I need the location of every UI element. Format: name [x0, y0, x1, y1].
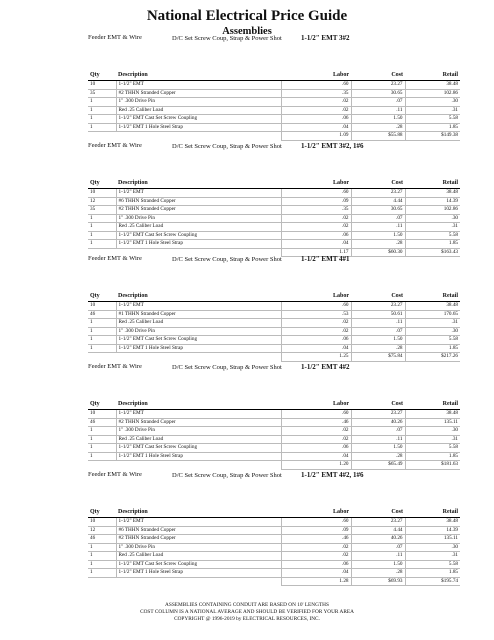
column-header-retail: Retail — [405, 399, 460, 410]
cell-retail: 38.48 — [405, 302, 460, 311]
cell-labor: .53 — [281, 310, 351, 319]
total-cost: $55.88 — [351, 132, 405, 141]
table-row — [88, 123, 460, 132]
assembly-block — [88, 471, 460, 586]
assembly-header — [88, 34, 460, 70]
total-retail: $163.43 — [405, 248, 460, 257]
cell-cost: .07 — [351, 427, 405, 436]
cell-qty: 1 — [88, 214, 116, 223]
total-cost: $75.84 — [351, 353, 405, 362]
assembly-block — [88, 34, 460, 141]
cell-cost: .07 — [351, 327, 405, 336]
page-title: National Electrical Price Guide — [146, 8, 348, 24]
cell-retail: .30 — [405, 98, 460, 107]
total-row — [88, 461, 460, 470]
cell-qty: 1 — [88, 427, 116, 436]
blank-cell — [88, 461, 116, 470]
cell-description: 1" .300 Drive Pin — [116, 327, 281, 336]
assembly-block — [88, 142, 460, 257]
column-header-cost: Cost — [351, 291, 405, 302]
cell-cost: 1.50 — [351, 231, 405, 240]
cell-labor: .04 — [281, 123, 351, 132]
table-header-row — [88, 399, 460, 410]
cell-retail: 170.65 — [405, 310, 460, 319]
total-row — [88, 132, 460, 141]
assembly-table — [88, 70, 460, 141]
cell-retail: 5.58 — [405, 560, 460, 569]
cell-qty: 1 — [88, 435, 116, 444]
cell-qty: 12 — [88, 526, 116, 535]
table-row — [88, 310, 460, 319]
cell-labor: .06 — [281, 336, 351, 345]
table-row — [88, 535, 460, 544]
assembly-description: D/C Set Screw Coup, Strap & Power Shot — [172, 143, 282, 150]
cell-labor: .02 — [281, 319, 351, 328]
assembly-table — [88, 291, 460, 362]
footer-line: COPYRIGHT @ 1996-2019 by ELECTRICAL RESOURCES, INC. — [174, 616, 320, 622]
cell-cost: 23.27 — [351, 302, 405, 311]
cell-cost: 4.44 — [351, 197, 405, 206]
cell-labor: .09 — [281, 526, 351, 535]
cell-retail: .30 — [405, 543, 460, 552]
assembly-category: Feeder EMT & Wire — [88, 34, 142, 41]
blank-cell — [88, 577, 116, 586]
cell-description: 1" .300 Drive Pin — [116, 214, 281, 223]
table-header-row — [88, 291, 460, 302]
cell-qty: 1 — [88, 344, 116, 353]
cell-cost: 1.50 — [351, 336, 405, 345]
cell-retail: 38.48 — [405, 81, 460, 90]
cell-description: Red .25 Caliber Load — [116, 106, 281, 115]
cell-qty: 35 — [88, 89, 116, 98]
cell-retail: 5.58 — [405, 231, 460, 240]
blank-cell — [116, 461, 281, 470]
cell-retail: 38.48 — [405, 410, 460, 419]
cell-qty: 10 — [88, 81, 116, 90]
cell-description: 1-1/2" EMT Cast Set Screw Coupling — [116, 336, 281, 345]
cell-qty: 1 — [88, 543, 116, 552]
cell-description: 1-1/2" EMT 1 Hole Steel Strap — [116, 452, 281, 461]
total-row — [88, 353, 460, 362]
column-header-labor: Labor — [281, 178, 351, 189]
cell-qty: 1 — [88, 560, 116, 569]
cell-cost: 50.61 — [351, 310, 405, 319]
table-row — [88, 518, 460, 527]
table-row — [88, 115, 460, 124]
table-header-row — [88, 507, 460, 518]
table-row — [88, 81, 460, 90]
cell-retail: 135.11 — [405, 535, 460, 544]
table-row — [88, 444, 460, 453]
cell-labor: .60 — [281, 81, 351, 90]
cell-description: 1-1/2" EMT — [116, 81, 281, 90]
blank-cell — [88, 353, 116, 362]
assembly-table — [88, 178, 460, 257]
cell-cost: 40.26 — [351, 535, 405, 544]
cell-labor: .02 — [281, 327, 351, 336]
cell-description: #2 THHN Stranded Copper — [116, 535, 281, 544]
table-row — [88, 302, 460, 311]
footer-line: COST COLUMN IS A NATIONAL AVERAGE AND SHOULD BE VERIFIED FOR YOUR AREA — [140, 609, 354, 615]
footer — [0, 602, 494, 623]
assembly-description: D/C Set Screw Coup, Strap & Power Shot — [172, 364, 282, 371]
table-row — [88, 526, 460, 535]
table-row — [88, 223, 460, 232]
blank-cell — [116, 577, 281, 586]
table-row — [88, 98, 460, 107]
column-header-qty: Qty — [88, 291, 116, 302]
cell-qty: 10 — [88, 518, 116, 527]
table-row — [88, 344, 460, 353]
cell-labor: .04 — [281, 569, 351, 578]
cell-qty: 1 — [88, 444, 116, 453]
cell-labor: .02 — [281, 98, 351, 107]
cell-qty: 46 — [88, 418, 116, 427]
blank-cell — [88, 132, 116, 141]
assembly-category: Feeder EMT & Wire — [88, 255, 142, 262]
column-header-description: Description — [116, 178, 281, 189]
cell-retail: 1.85 — [405, 123, 460, 132]
cell-description: 1-1/2" EMT — [116, 302, 281, 311]
assembly-table — [88, 399, 460, 470]
cell-description: #6 THHN Stranded Copper — [116, 526, 281, 535]
column-header-description: Description — [116, 70, 281, 81]
cell-labor: .06 — [281, 115, 351, 124]
column-header-retail: Retail — [405, 507, 460, 518]
cell-qty: 1 — [88, 569, 116, 578]
cell-retail: 5.58 — [405, 115, 460, 124]
cell-retail: 102.86 — [405, 89, 460, 98]
table-row — [88, 418, 460, 427]
cell-labor: .60 — [281, 518, 351, 527]
cell-description: 1-1/2" EMT Cast Set Screw Coupling — [116, 444, 281, 453]
total-retail: $195.74 — [405, 577, 460, 586]
cell-qty: 1 — [88, 552, 116, 561]
table-row — [88, 327, 460, 336]
table-header-row — [88, 178, 460, 189]
assembly-header — [88, 255, 460, 291]
blank-cell — [116, 132, 281, 141]
cell-cost: .28 — [351, 344, 405, 353]
cell-qty: 1 — [88, 231, 116, 240]
cell-cost: 40.26 — [351, 418, 405, 427]
cell-cost: .11 — [351, 319, 405, 328]
cell-description: 1-1/2" EMT 1 Hole Steel Strap — [116, 569, 281, 578]
cell-qty: 1 — [88, 123, 116, 132]
cell-cost: 23.27 — [351, 410, 405, 419]
column-header-cost: Cost — [351, 507, 405, 518]
total-labor: 1.17 — [281, 248, 351, 257]
assembly-code: 1-1/2" EMT 4#1 — [301, 255, 350, 263]
total-retail: $181.63 — [405, 461, 460, 470]
cell-qty: 10 — [88, 189, 116, 198]
cell-cost: 23.27 — [351, 189, 405, 198]
cell-qty: 1 — [88, 336, 116, 345]
cell-retail: .31 — [405, 223, 460, 232]
cell-retail: 14.39 — [405, 526, 460, 535]
column-header-description: Description — [116, 507, 281, 518]
total-labor: 1.20 — [281, 461, 351, 470]
cell-cost: .28 — [351, 452, 405, 461]
assembly-code: 1-1/2" EMT 3#2 — [301, 34, 350, 42]
cell-retail: 1.85 — [405, 569, 460, 578]
cell-retail: .30 — [405, 427, 460, 436]
cell-retail: .31 — [405, 319, 460, 328]
assembly-header — [88, 142, 460, 178]
cell-description: #6 THHN Stranded Copper — [116, 197, 281, 206]
cell-description: 1-1/2" EMT 1 Hole Steel Strap — [116, 344, 281, 353]
cell-description: 1" .300 Drive Pin — [116, 98, 281, 107]
total-labor: 1.09 — [281, 132, 351, 141]
cell-retail: .31 — [405, 106, 460, 115]
cell-labor: .02 — [281, 435, 351, 444]
total-cost: $60.30 — [351, 248, 405, 257]
assembly-category: Feeder EMT & Wire — [88, 142, 142, 149]
column-header-labor: Labor — [281, 507, 351, 518]
cell-qty: 1 — [88, 319, 116, 328]
cell-qty: 1 — [88, 327, 116, 336]
cell-qty: 46 — [88, 535, 116, 544]
cell-retail: .30 — [405, 327, 460, 336]
column-header-qty: Qty — [88, 70, 116, 81]
cell-description: 1" .300 Drive Pin — [116, 543, 281, 552]
assembly-code: 1-1/2" EMT 4#2 — [301, 363, 350, 371]
cell-description: 1-1/2" EMT 1 Hole Steel Strap — [116, 123, 281, 132]
cell-qty: 1 — [88, 452, 116, 461]
column-header-description: Description — [116, 399, 281, 410]
cell-labor: .02 — [281, 427, 351, 436]
cell-description: Red .25 Caliber Load — [116, 319, 281, 328]
cell-labor: .46 — [281, 535, 351, 544]
cell-cost: 1.50 — [351, 560, 405, 569]
cell-labor: .09 — [281, 197, 351, 206]
cell-retail: 38.48 — [405, 189, 460, 198]
cell-description: 1" .300 Drive Pin — [116, 427, 281, 436]
column-header-labor: Labor — [281, 70, 351, 81]
blank-cell — [116, 353, 281, 362]
cell-labor: .60 — [281, 302, 351, 311]
assembly-header — [88, 471, 460, 507]
total-labor: 1.25 — [281, 353, 351, 362]
cell-description: Red .25 Caliber Load — [116, 435, 281, 444]
assembly-description: D/C Set Screw Coup, Strap & Power Shot — [172, 256, 282, 263]
total-row — [88, 577, 460, 586]
cell-labor: .02 — [281, 223, 351, 232]
table-row — [88, 106, 460, 115]
cell-qty: 1 — [88, 223, 116, 232]
column-header-description: Description — [116, 291, 281, 302]
assembly-header — [88, 363, 460, 399]
table-row — [88, 231, 460, 240]
cell-retail: .31 — [405, 435, 460, 444]
cell-cost: .11 — [351, 552, 405, 561]
table-row — [88, 435, 460, 444]
page-subtitle: Assemblies — [222, 26, 272, 37]
cell-retail: 5.58 — [405, 336, 460, 345]
cell-labor: .60 — [281, 189, 351, 198]
cell-cost: 30.65 — [351, 89, 405, 98]
cell-qty: 1 — [88, 98, 116, 107]
cell-cost: .28 — [351, 569, 405, 578]
column-header-labor: Labor — [281, 399, 351, 410]
cell-cost: 30.65 — [351, 206, 405, 215]
cell-retail: 5.58 — [405, 444, 460, 453]
assembly-block — [88, 363, 460, 470]
cell-retail: 102.86 — [405, 206, 460, 215]
cell-labor: .02 — [281, 214, 351, 223]
table-header-row — [88, 70, 460, 81]
cell-cost: 1.50 — [351, 444, 405, 453]
table-row — [88, 319, 460, 328]
total-labor: 1.28 — [281, 577, 351, 586]
cell-description: 1-1/2" EMT Cast Set Screw Coupling — [116, 560, 281, 569]
assembly-description: D/C Set Screw Coup, Strap & Power Shot — [172, 472, 282, 479]
table-row — [88, 452, 460, 461]
cell-retail: .31 — [405, 552, 460, 561]
cell-labor: .04 — [281, 240, 351, 249]
column-header-cost: Cost — [351, 70, 405, 81]
cell-description: Red .25 Caliber Load — [116, 552, 281, 561]
column-header-retail: Retail — [405, 291, 460, 302]
column-header-labor: Labor — [281, 291, 351, 302]
column-header-qty: Qty — [88, 178, 116, 189]
cell-description: 1-1/2" EMT Cast Set Screw Coupling — [116, 231, 281, 240]
cell-description: 1-1/2" EMT — [116, 189, 281, 198]
total-cost: $69.93 — [351, 577, 405, 586]
cell-retail: 14.39 — [405, 197, 460, 206]
column-header-retail: Retail — [405, 70, 460, 81]
cell-labor: .02 — [281, 552, 351, 561]
column-header-retail: Retail — [405, 178, 460, 189]
cell-cost: 4.44 — [351, 526, 405, 535]
cell-cost: 1.50 — [351, 115, 405, 124]
total-retail: $217.26 — [405, 353, 460, 362]
cell-qty: 1 — [88, 106, 116, 115]
cell-qty: 1 — [88, 115, 116, 124]
cell-qty: 35 — [88, 206, 116, 215]
column-header-qty: Qty — [88, 399, 116, 410]
cell-qty: 10 — [88, 410, 116, 419]
assembly-category: Feeder EMT & Wire — [88, 363, 142, 370]
cell-labor: .35 — [281, 206, 351, 215]
cell-description: #2 THHN Stranded Copper — [116, 89, 281, 98]
cell-cost: .11 — [351, 223, 405, 232]
column-header-cost: Cost — [351, 399, 405, 410]
cell-description: #2 THHN Stranded Copper — [116, 418, 281, 427]
cell-description: #1 THHN Stranded Copper — [116, 310, 281, 319]
cell-retail: 1.85 — [405, 452, 460, 461]
assembly-description: D/C Set Screw Coup, Strap & Power Shot — [172, 35, 282, 42]
column-header-qty: Qty — [88, 507, 116, 518]
cell-qty: 46 — [88, 310, 116, 319]
assembly-table — [88, 507, 460, 586]
cell-cost: .28 — [351, 123, 405, 132]
table-row — [88, 427, 460, 436]
cell-cost: .28 — [351, 240, 405, 249]
cell-description: #2 THHN Stranded Copper — [116, 206, 281, 215]
cell-labor: .06 — [281, 231, 351, 240]
table-row — [88, 569, 460, 578]
table-row — [88, 410, 460, 419]
cell-labor: .06 — [281, 560, 351, 569]
table-row — [88, 552, 460, 561]
cell-retail: 135.11 — [405, 418, 460, 427]
cell-cost: .07 — [351, 214, 405, 223]
cell-cost: .11 — [351, 435, 405, 444]
cell-cost: .11 — [351, 106, 405, 115]
cell-qty: 1 — [88, 240, 116, 249]
cell-description: 1-1/2" EMT — [116, 410, 281, 419]
cell-retail: .30 — [405, 214, 460, 223]
table-row — [88, 89, 460, 98]
assembly-code: 1-1/2" EMT 3#2, 1#6 — [301, 142, 364, 150]
table-row — [88, 197, 460, 206]
cell-labor: .02 — [281, 543, 351, 552]
cell-labor: .04 — [281, 344, 351, 353]
cell-cost: .07 — [351, 543, 405, 552]
cell-description: Red .25 Caliber Load — [116, 223, 281, 232]
cell-labor: .06 — [281, 444, 351, 453]
cell-description: 1-1/2" EMT — [116, 518, 281, 527]
assembly-block — [88, 255, 460, 362]
cell-labor: .35 — [281, 89, 351, 98]
table-row — [88, 214, 460, 223]
cell-retail: 1.85 — [405, 344, 460, 353]
column-header-cost: Cost — [351, 178, 405, 189]
cell-labor: .02 — [281, 106, 351, 115]
cell-cost: 23.27 — [351, 518, 405, 527]
cell-description: 1-1/2" EMT Cast Set Screw Coupling — [116, 115, 281, 124]
total-cost: $65.49 — [351, 461, 405, 470]
cell-labor: .60 — [281, 410, 351, 419]
assembly-category: Feeder EMT & Wire — [88, 471, 142, 478]
cell-qty: 12 — [88, 197, 116, 206]
table-row — [88, 336, 460, 345]
cell-retail: 1.85 — [405, 240, 460, 249]
cell-description: 1-1/2" EMT 1 Hole Steel Strap — [116, 240, 281, 249]
cell-labor: .04 — [281, 452, 351, 461]
cell-labor: .46 — [281, 418, 351, 427]
cell-cost: 23.27 — [351, 81, 405, 90]
table-row — [88, 543, 460, 552]
table-row — [88, 189, 460, 198]
table-row — [88, 560, 460, 569]
cell-cost: .07 — [351, 98, 405, 107]
cell-qty: 10 — [88, 302, 116, 311]
cell-retail: 38.48 — [405, 518, 460, 527]
table-row — [88, 240, 460, 249]
total-retail: $149.38 — [405, 132, 460, 141]
footer-line: ASSEMBLIES CONTAINING CONDUIT ARE BASED ON 10' LENGTHS — [165, 602, 329, 608]
assembly-code: 1-1/2" EMT 4#2, 1#6 — [301, 471, 364, 479]
table-row — [88, 206, 460, 215]
